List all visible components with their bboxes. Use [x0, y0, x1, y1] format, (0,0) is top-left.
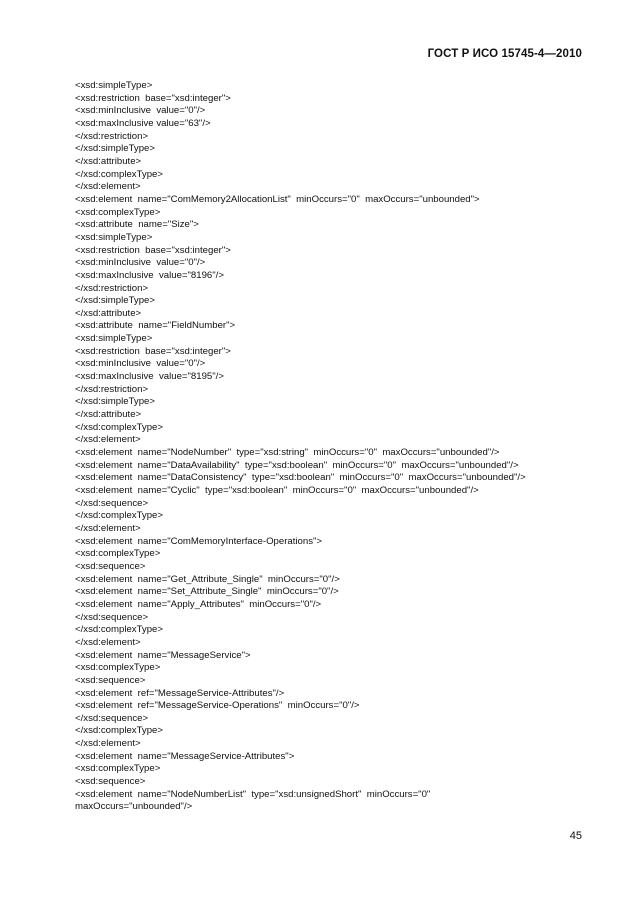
code-line: <xsd:element ref="MessageService-Operations" minOccurs="0"/>	[75, 700, 360, 712]
code-line: <xsd:element name="Cyclic" type="xsd:boolean" minOccurs="0" maxOccurs="unbounded"/>	[75, 485, 479, 496]
code-line: <xsd:element name="NodeNumberList" type="xsd:unsignedShort" minOccurs="0"	[75, 788, 431, 800]
code-line: <xsd:element name="DataConsistency" type="xsd:boolean" minOccurs="0" maxOccurs="unbounded"/>	[75, 472, 526, 484]
code-line: </xsd:attribute>	[75, 307, 142, 319]
code-line: <xsd:restriction base="xsd:integer">	[75, 244, 231, 256]
code-line: <xsd:sequence>	[75, 560, 146, 572]
code-line: </xsd:element>	[75, 738, 141, 750]
code-line: <xsd:element name="Set_Attribute_Single" minOccurs="0"/>	[75, 586, 339, 598]
code-line: <xsd:minInclusive value="0"/>	[75, 257, 206, 269]
code-line: </xsd:simpleType>	[75, 143, 155, 155]
code-line: </xsd:sequence>	[75, 611, 149, 623]
code-line: <xsd:sequence>	[75, 674, 146, 686]
code-line: </xsd:complexType>	[75, 421, 163, 433]
code-line: <xsd:minInclusive value="0"/>	[75, 358, 206, 370]
code-line: </xsd:element>	[75, 181, 141, 193]
code-line: </xsd:complexType>	[75, 168, 163, 180]
code-line: </xsd:complexType>	[75, 725, 163, 737]
code-line: <xsd:element name="NodeNumber" type="xsd:string" minOccurs="0" maxOccurs="unbounded"/>	[75, 447, 500, 459]
code-line: </xsd:simpleType>	[75, 396, 155, 408]
code-line: <xsd:element name="ComMemoryInterface-Operations">	[75, 535, 323, 547]
code-line: <xsd:complexType>	[75, 548, 161, 560]
code-line: </xsd:restriction>	[75, 130, 149, 142]
code-line: <xsd:element name="ComMemory2AllocationList" minOccurs="0" maxOccurs="unbounded">	[75, 193, 480, 205]
standard-header-title: ГОСТ Р ИСО 15745-4—2010	[427, 48, 582, 60]
code-line: </xsd:attribute>	[75, 155, 142, 167]
code-line: </xsd:sequence>	[75, 712, 149, 724]
code-line: <xsd:complexType>	[75, 763, 161, 775]
code-line: <xsd:element name="Apply_Attributes" minOccurs="0"/>	[75, 598, 322, 610]
code-line: <xsd:element name="MessageService">	[75, 649, 251, 661]
code-line: </xsd:complexType>	[75, 510, 163, 522]
code-line: <xsd:minInclusive value="0"/>	[75, 105, 206, 117]
code-line: </xsd:element>	[75, 522, 141, 534]
code-line: <xsd:sequence>	[75, 776, 146, 788]
code-line: </xsd:sequence>	[75, 497, 149, 509]
code-line: </xsd:simpleType>	[75, 295, 155, 307]
code-line: maxOccurs="unbounded"/>	[75, 801, 193, 813]
code-line: </xsd:complexType>	[75, 624, 163, 636]
code-line: <xsd:attribute name="FieldNumber">	[75, 320, 236, 332]
page-number: 45	[569, 830, 582, 842]
code-line: <xsd:complexType>	[75, 206, 161, 218]
code-line: <xsd:element name="MessageService-Attributes">	[75, 750, 295, 762]
code-line: <xsd:element name="DataAvailability" type="xsd:boolean" minOccurs="0" maxOccurs="unbounded"/>	[75, 459, 519, 471]
xsd-code-listing	[75, 80, 595, 814]
code-line: <xsd:maxInclusive value="8195"/>	[75, 371, 224, 383]
code-line: <xsd:simpleType>	[75, 80, 153, 91]
code-line: <xsd:maxInclusive value="8196"/>	[75, 269, 224, 281]
code-line: <xsd:attribute name="Size">	[75, 219, 199, 231]
code-line: <xsd:element name="Get_Attribute_Single" minOccurs="0"/>	[75, 573, 340, 585]
code-line: <xsd:element ref="MessageService-Attributes"/>	[75, 687, 285, 699]
code-line: <xsd:restriction base="xsd:integer">	[75, 92, 231, 104]
code-line: <xsd:restriction base="xsd:integer">	[75, 345, 231, 357]
code-line: <xsd:simpleType>	[75, 231, 153, 243]
code-line: </xsd:restriction>	[75, 383, 149, 395]
code-line: <xsd:simpleType>	[75, 333, 153, 345]
code-line: </xsd:element>	[75, 434, 141, 446]
code-line: </xsd:restriction>	[75, 282, 149, 294]
code-line: </xsd:element>	[75, 636, 141, 648]
code-line: </xsd:attribute>	[75, 409, 142, 421]
code-line: <xsd:maxInclusive value="63"/>	[75, 117, 211, 129]
code-line: <xsd:complexType>	[75, 662, 161, 674]
